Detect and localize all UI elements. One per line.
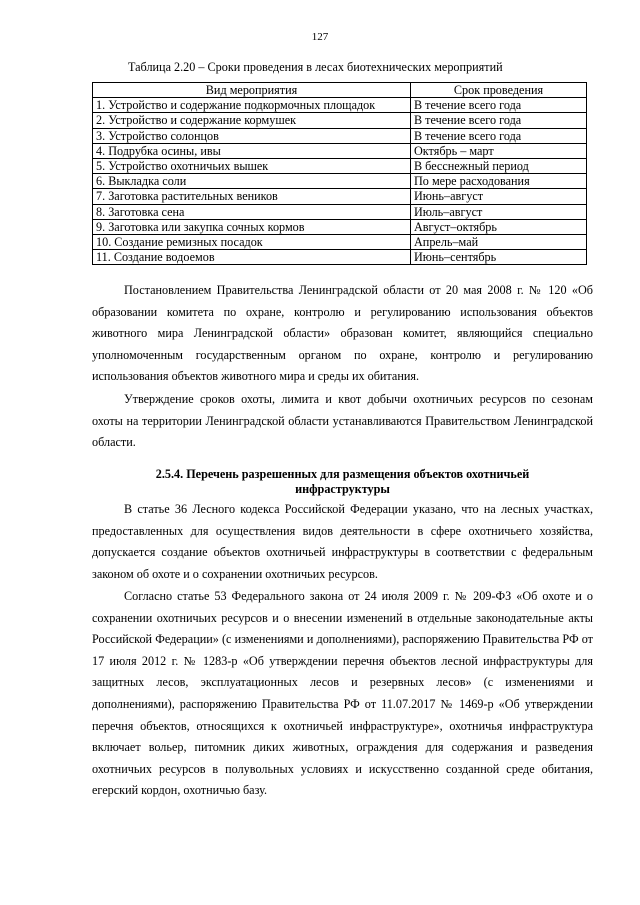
period-cell: Июнь–август (411, 189, 587, 204)
table-row (93, 98, 587, 113)
period-cell: Апрель–май (411, 235, 587, 250)
period-cell: В течение всего года (411, 113, 587, 128)
page-number: 127 (311, 31, 329, 43)
table-caption: Таблица 2.20 – Сроки проведения в лесах биотехнических мероприятий (128, 60, 503, 74)
table-row (93, 204, 587, 219)
section-heading-line-1: 2.5.4. Перечень разрешенных для размещения объектов охотничьей (155, 467, 530, 481)
table-row (93, 143, 587, 158)
period-cell: Июнь–сентябрь (411, 250, 587, 265)
measure-cell: 4. Подрубка осины, ивы (93, 143, 411, 158)
table-row (93, 250, 587, 265)
measure-cell: 10. Создание ремизных посадок (93, 235, 411, 250)
table-row (93, 128, 587, 143)
table-row (93, 189, 587, 204)
column-header-measure: Вид мероприятия (93, 83, 411, 98)
period-cell: Июль–август (411, 204, 587, 219)
biotech-measures-table (92, 82, 587, 265)
measure-cell: 6. Выкладка соли (93, 174, 411, 189)
table-row (93, 235, 587, 250)
period-cell: В течение всего года (411, 98, 587, 113)
column-header-period: Срок проведения (411, 83, 587, 98)
table-row (93, 174, 587, 189)
measure-cell: 7. Заготовка растительных веников (93, 189, 411, 204)
table-header-row (93, 83, 587, 98)
period-cell: По мере расходования (411, 174, 587, 189)
period-cell: Октябрь – март (411, 143, 587, 158)
measure-cell: 3. Устройство солонцов (93, 128, 411, 143)
measure-cell: 11. Создание водоемов (93, 250, 411, 265)
paragraph-hunting-terms: Утверждение сроков охоты, лимита и квот добычи охотничьих ресурсов по сезонам охоты на территории Ленинградской области устанавливаются Правительством Ленинградской области. (92, 392, 593, 450)
section-heading-line-2: инфраструктуры (295, 481, 390, 496)
section-heading (92, 467, 593, 496)
period-cell: В бесснежный период (411, 159, 587, 174)
measure-cell: 8. Заготовка сена (93, 204, 411, 219)
table-row (93, 113, 587, 128)
measure-cell: 5. Устройство охотничьих вышек (93, 159, 411, 174)
paragraph-forest-code: В статье 36 Лесного кодекса Российской Федерации указано, что на лесных участках, предоставленных для осуществления видов деятельности в сфере охотничьего хозяйства, допускается создание объектов охотничьей инфраструктуры в соответствии с федеральным законом об охоте и о сохранении охотничьих ресурсов. (92, 502, 593, 581)
table-row (93, 159, 587, 174)
period-cell: Август–октябрь (411, 219, 587, 234)
paragraph-federal-law: Согласно статье 53 Федерального закона от 24 июля 2009 г. № 209-ФЗ «Об охоте и о сохранении охотничьих ресурсов и о внесении изменений в отдельные законодательные акты Российской Федерации» (с изменениями и дополнениями), распоряжению Правительства РФ от 17 июля 2012 г. № 1283-р «Об утверждении перечня объектов лесной инфраструктуры для защитных лесов, эксплуатационных лесов и резервных лесов» (с изменениями и дополнениями), распоряжению Правительства РФ от 11.07.2017 № 1469-р «Об утверждении перечня объектов, относящихся к охотничьей инфраструктуре», охотничья инфраструктура включает вольер, питомник диких животных, ограждения для содержания и разведения охотничьих ресурсов в полувольных условиях и искусственно созданной среде обитания, егерский кордон, охотничью базу. (92, 589, 593, 798)
period-cell: В течение всего года (411, 128, 587, 143)
measure-cell: 2. Устройство и содержание кормушек (93, 113, 411, 128)
table-row (93, 219, 587, 234)
measure-cell: 9. Заготовка или закупка сочных кормов (93, 219, 411, 234)
measure-cell: 1. Устройство и содержание подкормочных площадок (93, 98, 411, 113)
paragraph-committee-decree: Постановлением Правительства Ленинградской области от 20 мая 2008 г. № 120 «Об образовании комитета по охране, контролю и регулированию использования объектов животного мира Ленинградской области» образован комитет, являющийся специально уполномоченным государственным органом по охране, контролю и регулированию использования объектов животного мира и среды их обитания. (92, 283, 593, 384)
